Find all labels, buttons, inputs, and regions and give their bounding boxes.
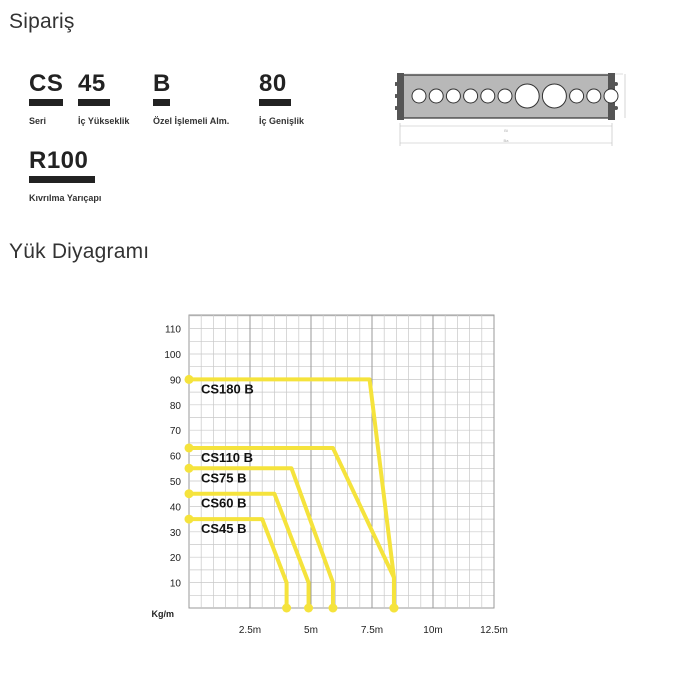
- order-heading: Sipariş: [9, 10, 75, 33]
- code-bend-radius-value: R100: [29, 147, 89, 174]
- series-end-point: [328, 604, 337, 613]
- x-tick-label: 7.5m: [360, 625, 384, 636]
- y-tick-label: 80: [169, 400, 181, 412]
- x-tick-label: 10m: [423, 625, 443, 636]
- series-label: CS75 B: [201, 470, 247, 486]
- code-special-value: B: [153, 70, 171, 97]
- dimension-label-outer: Ba: [503, 138, 509, 143]
- y-tick-label: 90: [169, 375, 181, 387]
- series-start-point: [185, 489, 194, 498]
- x-tick-label: 12.5m: [480, 625, 508, 636]
- y-tick-label: 10: [169, 578, 181, 590]
- series-end-point: [304, 604, 313, 613]
- y-tick-label: 50: [169, 477, 181, 488]
- series-line: [189, 494, 309, 608]
- dimension-label-inner: Bi: [504, 128, 508, 133]
- series-label: CS110 B: [201, 449, 254, 465]
- code-series-value: CS: [29, 70, 64, 97]
- code-special-label: Özel İşlemeli Alm.: [153, 116, 230, 126]
- code-inner-height-value: 45: [78, 70, 106, 97]
- code-inner-width-label: İç Genişlik: [259, 116, 305, 126]
- y-tick-label: 30: [169, 527, 181, 539]
- series-start-point: [185, 443, 194, 452]
- series-start-point: [185, 375, 194, 384]
- series-start-point: [185, 515, 194, 524]
- code-series-label: Seri: [29, 116, 47, 126]
- load-diagram-heading: Yük Diyagramı: [9, 240, 150, 263]
- y-tick-label: 40: [169, 502, 181, 514]
- x-tick-label: 2.5m: [238, 625, 262, 636]
- x-tick-label: 5m: [304, 625, 318, 636]
- series-label: CS180 B: [201, 381, 254, 397]
- series-label: CS45 B: [201, 521, 247, 537]
- series-end-point: [282, 604, 291, 613]
- y-tick-label: 60: [169, 451, 181, 463]
- series-end-point: [389, 604, 398, 613]
- y-tick-label: 20: [169, 553, 181, 565]
- y-tick-label: 100: [164, 350, 181, 361]
- code-bend-radius-label: Kıvrılma Yarıçapı: [29, 193, 102, 203]
- y-tick-label: 70: [169, 426, 181, 438]
- code-inner-height-label: İç Yükseklik: [78, 116, 130, 126]
- series-start-point: [185, 464, 194, 473]
- code-inner-width-value: 80: [259, 70, 287, 97]
- series-label: CS60 B: [201, 495, 247, 511]
- y-axis-unit-label: Kg/m: [151, 609, 174, 619]
- y-tick-label: 110: [165, 324, 181, 336]
